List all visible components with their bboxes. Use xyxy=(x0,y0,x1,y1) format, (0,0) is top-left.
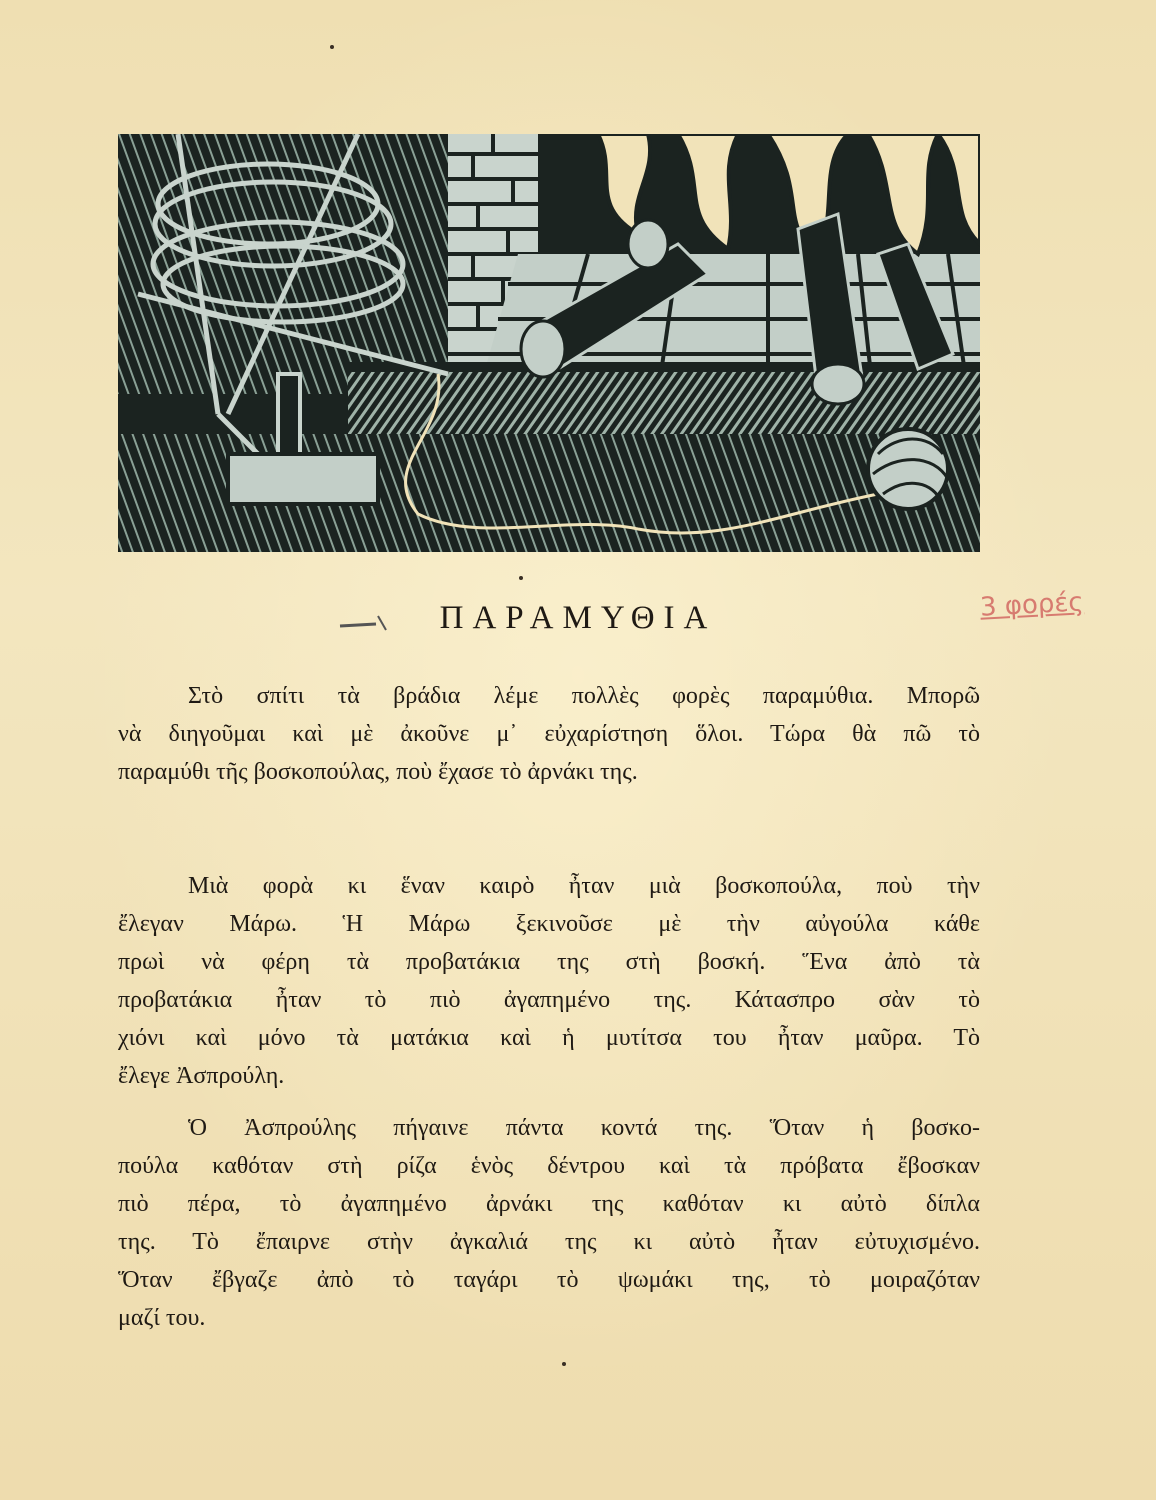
text-line: προβατάκια ἦταν τὸ πιὸ ἀγαπημένο της. Κάτασπρο σὰν τὸ xyxy=(118,987,980,1013)
paragraph-2 xyxy=(118,867,980,1095)
woodcut-illustration xyxy=(118,134,980,552)
text-line: Ὅταν ἔβγαζε ἀπὸ τὸ ταγάρι τὸ ψωμάκι της, τὸ μοιραζόταν xyxy=(118,1267,980,1293)
text-line: Στὸ σπίτι τὰ βράδια λέμε πολλὲς φορὲς παραμύθια. Μπορῶ xyxy=(188,683,980,709)
text-line: της. Τὸ ἔπαιρνε στὴν ἀγκαλιά της κι αὐτὸ ἦταν εὐτυχισμένο. xyxy=(118,1229,980,1255)
text-line: μαζί του. xyxy=(118,1305,206,1331)
text-line: ἔλεγε Ἀσπρούλη. xyxy=(118,1063,285,1089)
text-line: Ὁ Ἀσπρούλης πήγαινε πάντα κοντά της. Ὅταν ἡ βοσκο- xyxy=(188,1115,980,1141)
paragraph-1 xyxy=(118,677,980,791)
text-line: παραμύθι τῆς βοσκοπούλας, ποὺ ἔχασε τὸ ἀρνάκι της. xyxy=(118,759,638,785)
text-line: πούλα καθόταν στὴ ρίζα ἑνὸς δέντρου καὶ τὰ πρόβατα ἔβοσκαν xyxy=(118,1153,980,1179)
text-line: νὰ διηγοῦμαι καὶ μὲ ἀκοῦνε μ᾽ εὐχαρίστηση ὅλοι. Τώρα θὰ πῶ τὸ xyxy=(118,721,980,747)
text-line: πιὸ πέρα, τὸ ἀγαπημένο ἀρνάκι της καθόταν κι αὐτὸ δίπλα xyxy=(118,1191,980,1217)
text-line: Μιὰ φορὰ κι ἕναν καιρὸ ἦταν μιὰ βοσκοπούλα, ποὺ τὴν xyxy=(188,873,980,899)
paper-speck xyxy=(519,576,523,580)
text-line: πρωὶ νὰ φέρη τὰ προβατάκια της στὴ βοσκή. Ἕνα ἀπὸ τὰ xyxy=(118,949,980,975)
paper-speck xyxy=(330,45,334,49)
paragraph-3 xyxy=(118,1109,980,1337)
text-line: ἔλεγαν Μάρω. Ἡ Μάρω ξεκινοῦσε μὲ τὴν αὐγούλα κάθε xyxy=(118,911,980,937)
text-line: χιόνι καὶ μόνο τὰ ματάκια καὶ ἡ μυτίτσα του ἦταν μαῦρα. Τὸ xyxy=(118,1025,980,1051)
pencil-annotation: 3 φορές xyxy=(979,587,1085,623)
page-title: ΠΑΡΑΜΥΘΙΑ xyxy=(439,600,717,636)
paper-speck xyxy=(562,1362,566,1366)
